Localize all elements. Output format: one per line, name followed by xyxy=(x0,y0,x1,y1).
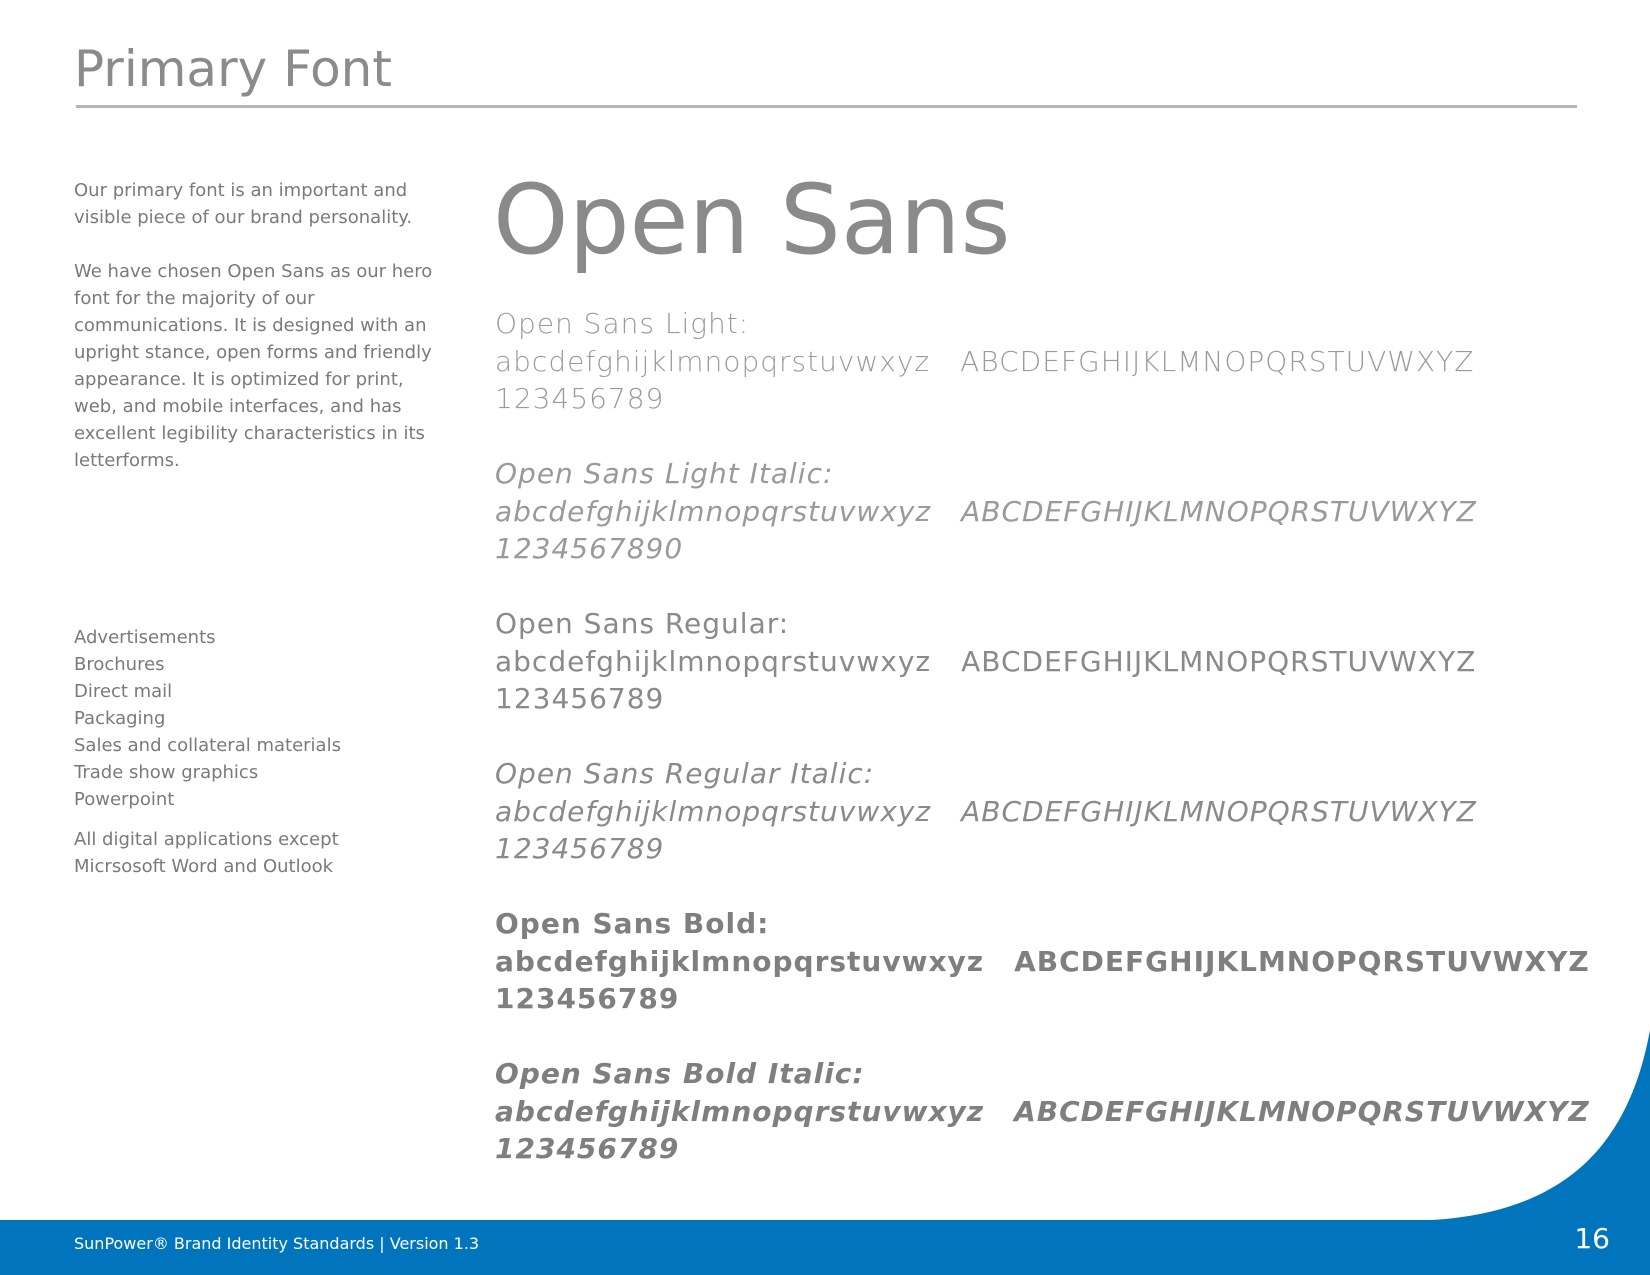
sample-regular-italic xyxy=(495,755,1625,905)
sample-bold-italic xyxy=(495,1055,1625,1205)
usage-item: Trade show graphics xyxy=(74,762,259,783)
sample-uppercase: ABCDEFGHIJKLMNOPQRSTUVWXYZ xyxy=(1014,1094,1590,1128)
font-samples xyxy=(495,305,1625,1205)
sample-lowercase: abcdefghijklmnopqrstuvwxyz xyxy=(495,1094,985,1128)
sample-label: Open Sans Regular: xyxy=(495,607,790,640)
sample-label: Open Sans Light: xyxy=(495,307,750,340)
hero-font-name: Open Sans xyxy=(493,164,1011,276)
intro-paragraph: We have chosen Open Sans as our hero font for the majority of our communications. It is designed with an upright stance, open forms and friendly appearance. It is optimized for print, web, and mobile interfaces, and has excellent legibility characteristics in its letterforms. xyxy=(74,261,433,471)
sample-digits: 1234567890 xyxy=(495,532,684,565)
sample-digits: 123456789 xyxy=(495,982,680,1015)
sample-label: Open Sans Regular Italic: xyxy=(495,757,875,790)
sample-uppercase: ABCDEFGHIJKLMNOPQRSTUVWXYZ xyxy=(961,794,1477,828)
sample-lowercase: abcdefghijklmnopqrstuvwxyz xyxy=(495,494,932,528)
footer-text: SunPower® Brand Identity Standards | Version 1.3 xyxy=(74,1234,480,1253)
sample-digits: 123456789 xyxy=(495,382,665,415)
sample-digits: 123456789 xyxy=(495,682,665,715)
sample-lowercase: abcdefghijklmnopqrstuvwxyz xyxy=(495,794,932,828)
sample-label: Open Sans Light Italic: xyxy=(495,457,834,490)
usage-item: Packaging xyxy=(74,708,166,729)
sample-uppercase: ABCDEFGHIJKLMNOPQRSTUVWXYZ xyxy=(961,494,1477,528)
usage-list xyxy=(74,624,434,880)
sample-uppercase: ABCDEFGHIJKLMNOPQRSTUVWXYZ xyxy=(960,344,1475,378)
page-number: 16 xyxy=(1574,1222,1610,1255)
sample-uppercase: ABCDEFGHIJKLMNOPQRSTUVWXYZ xyxy=(961,644,1477,678)
usage-item: Brochures xyxy=(74,654,165,675)
sample-lowercase: abcdefghijklmnopqrstuvwxyz xyxy=(495,944,985,978)
sample-digits: 123456789 xyxy=(495,832,665,865)
sample-label: Open Sans Bold: xyxy=(495,907,770,940)
sample-bold xyxy=(495,905,1625,1055)
sample-light-italic xyxy=(495,455,1625,605)
usage-item: Direct mail xyxy=(74,681,173,702)
sample-uppercase: ABCDEFGHIJKLMNOPQRSTUVWXYZ xyxy=(1014,944,1590,978)
usage-item: Sales and collateral materials xyxy=(74,735,341,756)
sample-lowercase: abcdefghijklmnopqrstuvwxyz xyxy=(495,644,932,678)
sample-regular xyxy=(495,605,1625,755)
digital-note: All digital applications except Micrsosoft Word and Outlook xyxy=(74,829,339,877)
sample-digits: 123456789 xyxy=(495,1132,680,1165)
intro-text xyxy=(74,177,434,501)
page-title: Primary Font xyxy=(74,40,392,98)
title-divider xyxy=(76,105,1577,108)
sample-label: Open Sans Bold Italic: xyxy=(495,1057,865,1090)
usage-item: Powerpoint xyxy=(74,789,175,810)
intro-paragraph: Our primary font is an important and visible piece of our brand personality. xyxy=(74,180,413,228)
sample-light xyxy=(495,305,1625,455)
sample-lowercase: abcdefghijklmnopqrstuvwxyz xyxy=(495,344,931,378)
usage-item: Advertisements xyxy=(74,627,216,648)
